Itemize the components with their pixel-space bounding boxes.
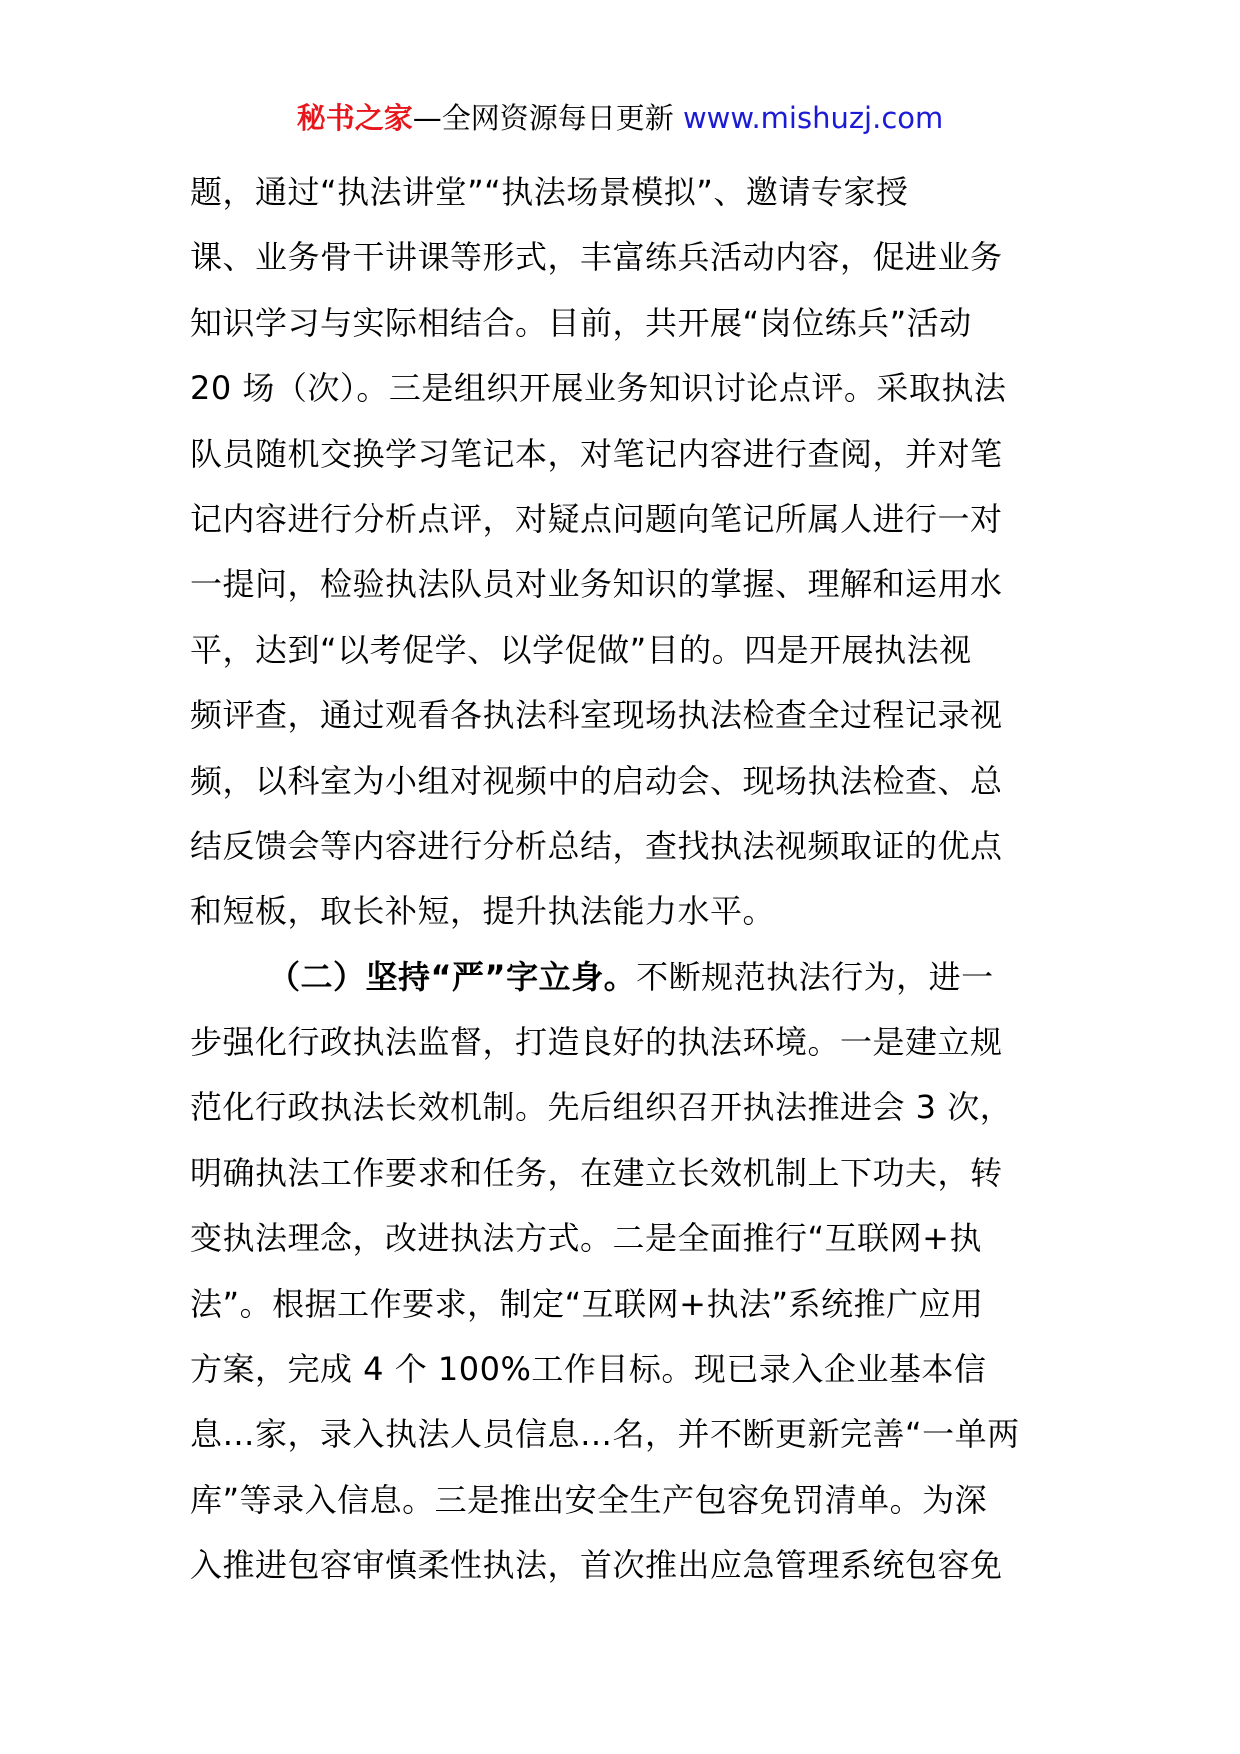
body-line: 明确执法工作要求和任务，在建立长效机制上下功夫，转 [190,1153,1003,1192]
body-line: 法”。根据工作要求，制定“互联网+执法”系统推广应用 [190,1284,984,1323]
header-brand: 秘书之家 [296,101,413,135]
body-line: 20 场（次）。三是组织开展业务知识讨论点评。采取执法 [190,369,1007,408]
body-line: 平，达到“以考促学、以学促做”目的。四是开展执法视 [190,630,972,669]
body-line: 一提问，检验执法队员对业务知识的掌握、理解和运用水 [190,565,1003,604]
body-line: 知识学习与实际相结合。目前，共开展“岗位练兵”活动 [190,303,972,342]
body-line: 和短板，取长补短，提升执法能力水平。 [190,892,776,931]
body-line: 库”等录入信息。三是推出安全生产包容免罚清单。为深 [190,1480,988,1519]
document-body [190,160,1060,1599]
body-line: 步强化行政执法监督，打造良好的执法环境。一是建立规 [190,1023,1003,1062]
body-line: 记内容进行分析点评，对疑点问题向笔记所属人进行一对 [190,499,1003,538]
body-line: 变执法理念，改进执法方式。二是全面推行“互联网+执 [190,1219,982,1258]
body-line: 结反馈会等内容进行分析总结，查找执法视频取证的优点 [190,826,1003,865]
body-line: 范化行政执法长效机制。先后组织召开执法推进会 3 次， [190,1088,1013,1127]
header-tagline: —全网资源每日更新 [412,101,683,135]
page-header [0,98,1240,138]
header-url: www.mishuzj.com [682,101,944,135]
body-line: 息…家，录入执法人员信息…名，并不断更新完善“一单两 [190,1415,1020,1454]
body-line: 频评查，通过观看各执法科室现场执法检查全过程记录视 [190,696,1003,735]
body-line: 队员随机交换学习笔记本，对笔记内容进行查阅，并对笔 [190,434,1003,473]
section-heading-line [190,945,1060,1010]
body-line: 题，通过“执法讲堂”“执法场景模拟”、邀请专家授 [190,173,909,211]
body-line: 方案，完成 4 个 100%工作目标。现已录入企业基本信 [190,1350,987,1389]
body-line: 入推进包容审慎柔性执法，首次推出应急管理系统包容免 [190,1546,1003,1585]
section-heading: （二）坚持“严”字立身。 [268,957,637,996]
body-line: 课、业务骨干讲课等形式，丰富练兵活动内容，促进业务 [190,238,1003,277]
section-heading-rest: 不断规范执法行为，进一 [636,957,994,996]
body-line: 频，以科室为小组对视频中的启动会、现场执法检查、总 [190,761,1003,800]
